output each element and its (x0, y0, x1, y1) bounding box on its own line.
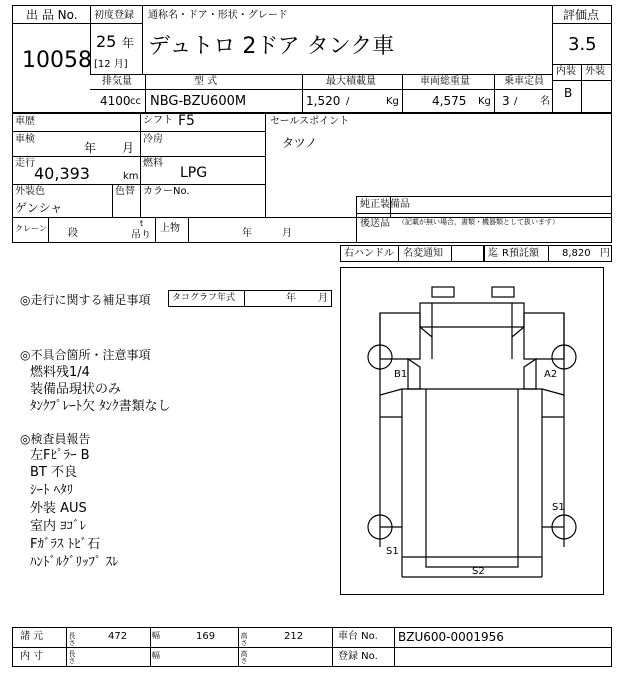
driving-notes-label: ◎走行に関する補足事項 (20, 293, 151, 307)
upper-month-unit: 月 (282, 228, 292, 239)
defect-item: 装備品現状のみ (30, 382, 122, 397)
color-value: ゲンシャ (15, 201, 63, 215)
sales-point-label: セールスポイント (270, 116, 350, 127)
damage-mark: B1 (394, 369, 408, 380)
capacity-unit: 名 (540, 96, 550, 107)
displacement-value: 4100 (100, 94, 131, 108)
first-reg-year: 25 (96, 32, 117, 51)
chassis-value: BZU600-0001956 (398, 630, 504, 644)
model-value: NBG-BZU600M (150, 94, 247, 109)
inner-dims-label: 内 寸 (20, 651, 44, 662)
displacement-label: 排気量 (102, 76, 132, 87)
exterior-label: 外装 (585, 66, 605, 77)
recycle-label: R預託額 (502, 248, 539, 259)
shift-value: F5 (178, 113, 195, 129)
chassis-label: 車台 No. (338, 631, 378, 642)
retrofit-label: 後送品 (360, 218, 390, 229)
gross-weight-label: 車両総重量 (420, 76, 470, 87)
name-change-box (451, 245, 484, 262)
gross-weight-value: 4,575 (432, 94, 467, 108)
fuel-value: LPG (180, 165, 208, 181)
lot-number: 10058 (22, 48, 92, 73)
name-label: 通称名・ドア・形状・グレード (148, 10, 288, 21)
length-value: 472 (108, 631, 128, 642)
inspector-item: Fｶﾞﾗｽ ﾄﾋﾞ石 (30, 537, 101, 552)
height-label: 高さ (240, 632, 248, 646)
recycle-unit: 円 (600, 248, 610, 259)
capacity-value: 3 (502, 94, 510, 108)
damage-mark: S2 (472, 566, 485, 577)
tax-label: 迄 (488, 248, 498, 259)
crane-hang-unit: 吊り (131, 230, 151, 241)
retrofit-note: （記載が無い場合，書類・機器類として扱います） (398, 218, 559, 226)
lot-label: 出 品 No. (26, 8, 78, 22)
score-label: 評価点 (563, 8, 600, 22)
dims-label: 諸 元 (20, 631, 44, 642)
inspector-item: 室内 ﾖｺﾞﾚ (30, 519, 87, 534)
height-value: 212 (284, 631, 304, 642)
mileage-unit: km (123, 171, 139, 182)
damage-mark: S1 (552, 502, 565, 513)
max-load-slash: / (346, 96, 350, 107)
first-reg-label: 初度登録 (94, 10, 134, 21)
mileage-value: 40,393 (34, 164, 90, 183)
crane-stage-unit: 段 (68, 228, 78, 239)
history-label: 車歴 (15, 116, 35, 127)
truck-outline (340, 267, 604, 595)
capacity-slash: / (514, 96, 518, 107)
name-change-label: 名変通知 (403, 248, 443, 259)
rhd-label: 右ハンドル (344, 248, 394, 259)
width-label: 幅 (152, 631, 160, 640)
inner-width-label: 幅 (152, 651, 160, 660)
damage-mark: S1 (386, 546, 399, 557)
color-label: 外装色 (15, 186, 45, 197)
inspector-item: 左Fﾋﾟﾗｰ B (30, 448, 90, 463)
tacho-year-unit: 年 (286, 293, 296, 304)
interior-label: 内装 (556, 66, 576, 77)
length-label: 長さ (68, 632, 76, 646)
mileage-label: 走行 (15, 158, 35, 169)
defect-label: ◎不具合箇所・注意事項 (20, 348, 151, 362)
inspection-year-unit: 年 (84, 141, 97, 155)
ac-label: 冷房 (143, 134, 163, 145)
max-load-label: 最大積載量 (326, 76, 376, 87)
crane-ton-unit: t (140, 219, 144, 228)
inspector-label: ◎検査員報告 (20, 432, 91, 446)
sales-point-value: タツノ (282, 136, 318, 150)
car-name: デュトロ 2ドア タンク車 (148, 34, 395, 59)
inspection-month-unit: 月 (122, 141, 135, 155)
inspector-item: 外装 AUS (30, 501, 87, 516)
recycle-value: 8,820 (562, 248, 591, 259)
inspection-label: 車検 (15, 134, 35, 145)
color-no-label: カラーNo. (143, 186, 190, 197)
damage-mark: A2 (544, 369, 558, 380)
gross-weight-unit: Kg (478, 96, 491, 107)
first-reg-month: [12 月] (94, 59, 128, 70)
shift-label: シフト (143, 115, 173, 126)
model-label: 型 式 (194, 76, 218, 87)
upper-year-unit: 年 (242, 228, 252, 239)
capacity-label: 乗車定員 (504, 76, 544, 87)
fuel-label: 燃料 (143, 158, 163, 169)
inspector-item: BT 不良 (30, 465, 77, 480)
max-load-unit: Kg (386, 96, 399, 107)
upper-label: 上物 (160, 223, 180, 234)
interior-grade: B (564, 86, 573, 100)
inspector-item: ｼｰﾄ ﾍﾀﾘ (30, 483, 74, 498)
color-change-label: 色替 (115, 186, 135, 197)
reg-label: 登録 No. (338, 651, 378, 662)
tachograph-label: タコグラフ年式 (172, 293, 236, 303)
score: 3.5 (568, 34, 597, 55)
tacho-month-unit: 月 (318, 293, 328, 304)
defect-item: 燃料残1/4 (30, 365, 90, 380)
crane-label: クレーン (15, 224, 47, 233)
inspector-item: ﾊﾝﾄﾞﾙｸﾞﾘｯﾌﾟ ｽﾚ (30, 555, 119, 570)
max-load-value: 1,520 (306, 94, 341, 108)
defect-item: ﾀﾝｸﾌﾟﾚｰﾄ欠 ﾀﾝｸ書類なし (30, 399, 171, 414)
displacement-unit: cc (130, 96, 141, 107)
width-value: 169 (196, 631, 216, 642)
inner-height-label: 高さ (240, 650, 248, 664)
inner-length-label: 長さ (68, 650, 76, 664)
equipment-label: 純正装備品 (360, 199, 410, 210)
year-unit: 年 (122, 36, 135, 50)
